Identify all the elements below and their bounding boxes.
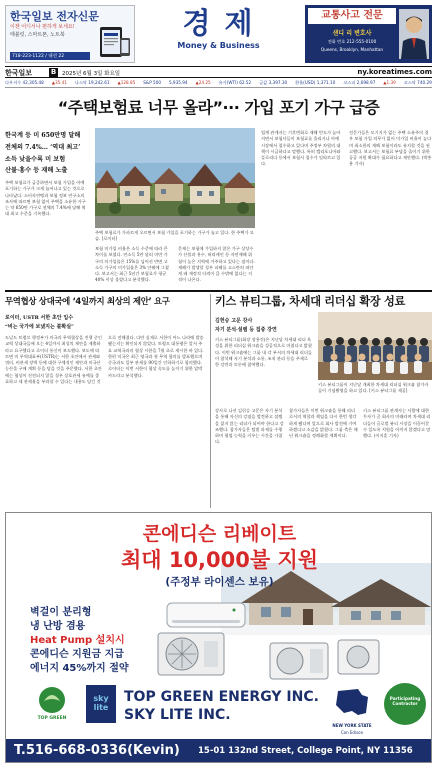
ticker-item: 나스닥 19,242.61	[74, 80, 110, 85]
sky-lite-logo-text: sky lite	[93, 694, 109, 712]
left-story-body: 도널드 트럼프 행정부가 미국과 무역협상을 진행 중인 교역 상대국들에 오는 4일까지 최상의 제안을 제출하라고 요구했다고 로이터 통신이 보도했다. 보도에 따르면 미 무역대표부(USTR)는 서한 초안에서 관세와 쿼터, 비관세 장벽 등에 대한 구체적인 제안과 미국산 농산물 구매 계획 등을 담을 것을 주문했다. 서한 초안에는 협상이 진전되지 않을 경우 상호관세 유예를 종료하고 새 관세율을 부과할 수 있다는 내용도 담긴 것으로 전해졌다. 다만 실제로 서한이 어느 나라에 발송됐는지는 확인되지 않았다. 트럼프 대통령은 앞서 주요 교역국과의 협상 시한을 7월 초로 제시한 바 있다. 한편 미국은 최근 영국과 첫 무역 합의를 발표했으며 중국과도 일부 관세를 90일간 인하하기로 합의했다. 로이터는 이번 서한이 협상 속도를 높이기 위한 압박 카드라고 분석했다.	[5, 335, 204, 385]
ad-line2: 최대 10,000불 지원	[120, 548, 319, 572]
ticker-item: 코스닥 740.29	[403, 80, 432, 85]
left-story-sub1: 로이터, USTR 서한 초안 입수	[5, 315, 74, 321]
ad-pitch4: 콘에디슨 지원금 지급	[30, 649, 124, 660]
lead-body-col-3: 문제는 보험에 가입하지 않은 가구 상당수가 산불과 홍수, 허리케인 등 자연재해 위험이 높은 지역에 거주하고 있다는 점이다. 재해가 발생할 경우 피해를 고스란히 떠안게 돼 재정적 타격이 클 수밖에 없다는 지적이 나온다.	[178, 246, 255, 283]
lead-subheads	[5, 130, 89, 177]
dateline-site[interactable]: ny.koreatimes.com	[357, 68, 432, 76]
page-subtitle: Money & Business	[177, 41, 260, 50]
nys-badge	[328, 685, 376, 727]
nys-badge-text: NEW YORK STATE	[332, 723, 372, 728]
ad-line3: (주정부 라이센스 보유)	[165, 576, 274, 588]
ticker-item: 다우지수 42,305.48	[5, 80, 44, 85]
column-divider	[210, 294, 211, 508]
market-ticker	[5, 80, 432, 88]
epaper-phone: 718-223-1122 / 내선 22	[10, 52, 90, 60]
group-photo	[318, 312, 432, 380]
right-story-sub1: 김헌승 고문 강사	[215, 318, 253, 324]
top-green-logo-text: TOP GREEN	[37, 716, 67, 721]
con-edison-badge: Con Edison	[340, 730, 364, 735]
lead-body-col-4: 업계 관계자는 기후변화로 재해 빈도가 높아지면서 보험사들이 보험료를 올리거나 아예 시장에서 철수하고 있다며 주정부 차원의 대책이 시급하다고 말했다. 특히 캘리포니아와 플로리다 등에서 보험사 철수가 잇따르고 있다.	[261, 130, 341, 167]
epaper-brand: 한국일보 전자신문	[10, 10, 99, 23]
right-story-body-col-3: 참가자들은 이번 워크숍을 통해 리더로서의 역할과 책임을 다시 한번 생각하게 됐다며 앞으로 회사 발전에 기여하겠다고 소감을 밝혔다. 그룹 측은 매년 워크숍을 정례화할 계획이다.	[289, 408, 358, 439]
outdoor-unit-image-2	[268, 641, 330, 683]
lead-body-col-1: 주택 보험료가 급증하면서 보험 가입을 아예 포기하는 가구가 크게 늘어나고 있는 것으로 나타났다. 소비자연맹과 보험 정보 연구소의 조사에 따르면 보험 없이 주택을 소유한 가구는 약 650만 가구로 전체의 7.4%에 달해 역대 최고 수준을 기록했다.	[5, 180, 86, 217]
epaper-line1: 이젠 어디서나 편하게 보세요!	[10, 24, 75, 30]
masthead	[0, 0, 437, 70]
lawyer-portrait	[399, 9, 429, 59]
lawyer-ad[interactable]	[305, 5, 432, 63]
outdoor-unit-image	[156, 631, 226, 679]
ticker-item: ▲128.85	[117, 80, 136, 85]
lead-subhead: 전체의 7.4%… ‘역대 최고’	[5, 143, 81, 151]
lead-photo-caption: 주택 보험료가 가파르게 오르면서 보험 가입을 포기하는 가구가 늘고 있다. 한 주택가 모습. [로이터]	[95, 230, 254, 242]
device-icon	[98, 24, 132, 60]
ad-pitch5: 에너지 45%까지 절약	[30, 663, 129, 674]
dateline-logo: 한국일보	[5, 69, 33, 77]
ad-pitch1: 벽걸이 분리형	[30, 607, 92, 618]
lawyer-name: 샌디 리 변호사	[332, 30, 372, 37]
ad-pitch3: Heat Pump 설치시	[30, 635, 125, 646]
lead-body-col-5: 전문가들은 모기지가 없는 주택 소유주의 경우 보험 가입 의무가 없어 미가입 비율이 높다며 최소한의 재해 보험이라도 유지할 것을 권고했다. 보고서는 보험료 부담을 줄이기 위한 공공 지원 확대가 필요하다고 제안했다. (박홍용 기자)	[349, 130, 432, 167]
lead-subhead: 한국계 등 미 650만명 달해	[5, 132, 81, 139]
heat-pump-ad[interactable]	[5, 512, 432, 763]
indoor-unit-image	[166, 601, 246, 633]
page-title: 경 제	[182, 6, 255, 40]
ticker-item: 코스피 2,698.97	[343, 80, 376, 85]
ticker-item: ▲24.25	[195, 80, 211, 85]
lawyer-headline: 교통사고 전문	[308, 8, 396, 24]
outdoor-unit-image-3	[336, 638, 381, 678]
contact-bar	[6, 739, 432, 763]
epaper-ad[interactable]	[5, 5, 135, 63]
right-story-headline: 키스 뷰티그룹, 차세대 리더십 확장 성료	[215, 295, 406, 308]
company-name-1: TOP GREEN ENERGY INC.	[124, 689, 319, 705]
company-name-2: SKY LITE INC.	[124, 707, 231, 723]
ticker-item: 금값 3,397.30	[259, 80, 288, 85]
right-story-body-col-4: 키스 뷰티그룹 관계자는 사람에 대한 투자가 곧 회사의 미래라며 차세대 리더들이 글로벌 뷰티 시장을 이끌어갈 수 있도록 지원을 아끼지 않겠다고 말했다. (이지훈 기자)	[363, 408, 431, 439]
left-story-sub2: “비는 국가에 보냈지는 불확실”	[5, 324, 74, 330]
dateline-section: B	[50, 67, 57, 76]
lead-headline: “주택보험료 너무 올라”··· 가입 포기 가구 급증	[57, 98, 380, 117]
dateline-date: 2025년 6월 3일 화요일	[62, 71, 121, 77]
epaper-line2: 태블릿, 스마트폰, 노트북	[10, 32, 65, 38]
ticker-item: 유가(WTI) 62.52	[218, 80, 252, 85]
ad-pitch2: 냉 난방 겸용	[30, 621, 86, 632]
right-story-body-col-1: 키스 뷰티그룹(회장 장용진)은 지난달 차세대 리더 육성을 위한 리더십 워크숍을 성공적으로 마쳤다고 밝혔다. 이번 워크숍에는 그룹 내 각 부서의 차세대 리더들이 참석해 자기 분석과 소통, 조직 관리 등을 주제로 한 강연과 토론에 참여했다.	[215, 337, 312, 368]
lead-photo	[95, 128, 255, 228]
lead-subhead: 산불·홍수 등 재해 노출	[5, 167, 68, 175]
right-story-body-col-2: 강사로 나선 김헌승 고문은 자기 분석을 통해 자신의 강점을 발견하고 설렘을 잃지 않는 리더가 되어야 한다고 강조했다. 참가자들은 팀별 과제를 수행하며 협업 능력을 키우는 시간을 가졌다.	[215, 408, 284, 445]
sky-lite-logo	[86, 685, 116, 723]
lawyer-line2: Queens, Brooklyn, Manhattan	[320, 47, 384, 52]
ad-line1: 콘에디슨 리베이트	[142, 523, 297, 545]
partner-badge	[384, 683, 426, 725]
lawyer-line1: 전화 번호 212-555-0100	[327, 39, 377, 44]
ad-address: 15-01 132nd Street, College Point, NY 11356	[198, 746, 413, 756]
right-story-sub2: 자기 분석·설렘 등 집중 강연	[215, 327, 277, 333]
ticker-item: ▲1.39	[383, 80, 396, 85]
ticker-item: 5,935.94	[168, 80, 188, 85]
partner-badge-text: Participating Contractor	[389, 696, 421, 707]
lead-body-col-2: 보험 미가입 비율은 소득 수준에 따라 큰 차이를 보였다. 연소득 5만 달러 미만 가구의 미가입률은 15%를 넘어선 반면 고소득 가구의 미가입률은 3% 안팎에 그쳤다. 보고서는 최근 5년간 보험료가 평균 40% 이상 올랐다고 분석했다.	[95, 246, 169, 283]
ad-phone[interactable]: T.516-668-0336(Kevin)	[14, 743, 180, 758]
ticker-item: 환율(USD) 1,371.10	[295, 80, 336, 85]
ticker-item: ▲35.41	[51, 80, 67, 85]
section-divider	[5, 290, 432, 292]
lead-subhead: 소득 낮을수록 미 보험	[5, 155, 66, 163]
ticker-item: S&P 500	[143, 80, 162, 85]
left-story-headline: 무역협상 상대국에 ‘4일까지 최상의 제안’ 요구	[5, 296, 170, 306]
dateline-bar	[5, 66, 432, 78]
group-photo-caption: 키스 뷰티그룹이 지난달 개최한 차세대 리더십 워크숍 참가자들이 기념촬영을 하고 있다. [키스 뷰티그룹 제공]	[318, 382, 429, 394]
